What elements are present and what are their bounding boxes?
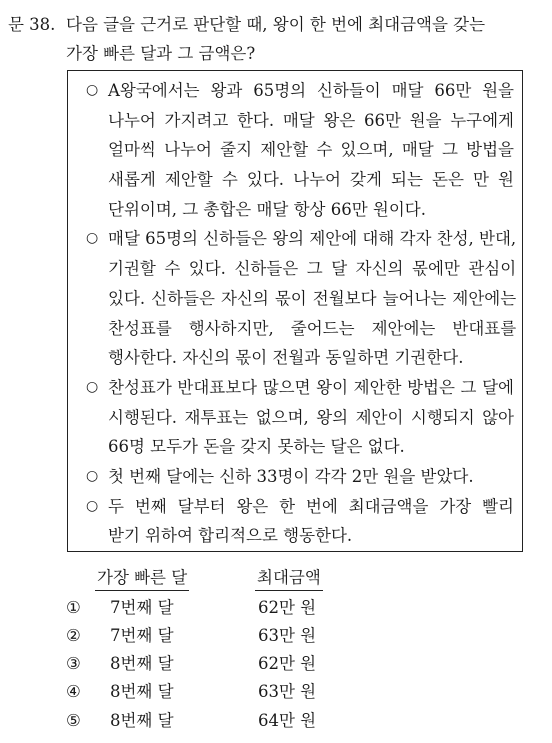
- bullet-circle-icon: ○: [86, 467, 99, 484]
- choice-number: ②: [66, 626, 81, 645]
- passage-bullet: [86, 373, 514, 462]
- answer-choice-2[interactable]: [0, 621, 552, 651]
- answer-choice-5[interactable]: [0, 706, 552, 736]
- choice-month: 7번째 달: [110, 626, 174, 645]
- question-stem-part-2: 가장 빠른 달과 그 금액은?: [66, 44, 256, 63]
- header-max-amount: 최대금액: [255, 566, 323, 591]
- passage-line: 매달 65명의 신하들은 왕의 제안에 대해 각자 찬성, 반대,: [108, 229, 517, 249]
- passage-box: [67, 70, 523, 552]
- passage-line: 단위이며, 그 총합은 매달 항상 66만 원이다.: [108, 199, 426, 219]
- header-earliest-month: 가장 빠른 달: [95, 566, 189, 591]
- bullet-circle-icon: ○: [86, 82, 99, 98]
- bullet-circle-icon: ○: [86, 378, 99, 395]
- passage-line: 행사한다. 자신의 몫이 전월과 동일하면 기권한다.: [108, 348, 464, 368]
- choice-month: 8번째 달: [110, 711, 174, 730]
- passage-line: 새롭게 제안할 수 있다. 나누어 갖게 되는 돈은 만 원: [108, 170, 514, 190]
- choice-month: 7번째 달: [110, 598, 174, 617]
- passage-line: 첫 번째 달에는 신하 33명이 각각 2만 원을 받았다.: [108, 466, 474, 486]
- choice-amount: 63만 원: [258, 626, 317, 645]
- passage-line: 나누어 가지려고 한다. 매달 왕은 66만 원을 누구에게: [108, 110, 514, 130]
- choice-amount: 62만 원: [258, 654, 317, 673]
- passage-line: 66명 모두가 돈을 갖지 못하는 달은 없다.: [108, 437, 405, 457]
- answer-choice-4[interactable]: [0, 677, 552, 707]
- passage-line: 얼마씩 나누어 줄지 제안할 수 있으며, 매달 그 방법을: [108, 140, 514, 160]
- choice-number: ⑤: [66, 711, 81, 730]
- choice-amount: 63만 원: [258, 682, 317, 701]
- question-header: [8, 10, 548, 68]
- choice-number: ③: [66, 654, 81, 673]
- answer-table-header: [0, 566, 552, 590]
- choice-amount: 64만 원: [258, 711, 317, 730]
- choice-month: 8번째 달: [110, 654, 174, 673]
- passage-line: 두 번째 달부터 왕은 한 번에 최대금액을 가장 빨리: [108, 496, 514, 516]
- answer-choice-1[interactable]: [0, 593, 552, 623]
- passage-line: 찬성표가 반대표보다 많으면 왕이 제안한 방법은 그 달에: [108, 377, 514, 397]
- bullet-circle-icon: ○: [86, 230, 99, 247]
- passage-line: 받기 위하여 합리적으로 행동한다.: [108, 526, 353, 546]
- passage-line: 기권할 수 있다. 신하들은 그 달 자신의 몫에만 관심이: [108, 259, 517, 279]
- question-number: 문 38.: [8, 15, 56, 34]
- choice-month: 8번째 달: [110, 682, 174, 701]
- passage-bullet: [86, 492, 514, 551]
- answer-choice-3[interactable]: [0, 649, 552, 679]
- choice-number: ①: [66, 598, 81, 617]
- choice-amount: 62만 원: [258, 598, 317, 617]
- passage-line: 있다. 신하들은 자신의 몫이 전월보다 늘어나는 제안에는: [108, 288, 517, 308]
- passage-bullet: [86, 462, 514, 492]
- question-line-1: [8, 10, 548, 39]
- choice-number: ④: [66, 682, 81, 701]
- passage-bullet: [86, 224, 517, 372]
- passage-line: 시행된다. 재투표는 없으며, 왕의 제안이 시행되지 않아: [108, 407, 514, 427]
- question-stem-part-1: 다음 글을 근거로 판단할 때, 왕이 한 번에 최대금액을 갖는: [66, 15, 486, 34]
- passage-bullet: [86, 76, 514, 224]
- bullet-circle-icon: ○: [86, 497, 99, 514]
- passage-line: A왕국에서는 왕과 65명의 신하들이 매달 66만 원을: [108, 81, 514, 100]
- passage-line: 찬성표를 행사하지만, 줄어드는 제안에는 반대표를: [108, 318, 517, 338]
